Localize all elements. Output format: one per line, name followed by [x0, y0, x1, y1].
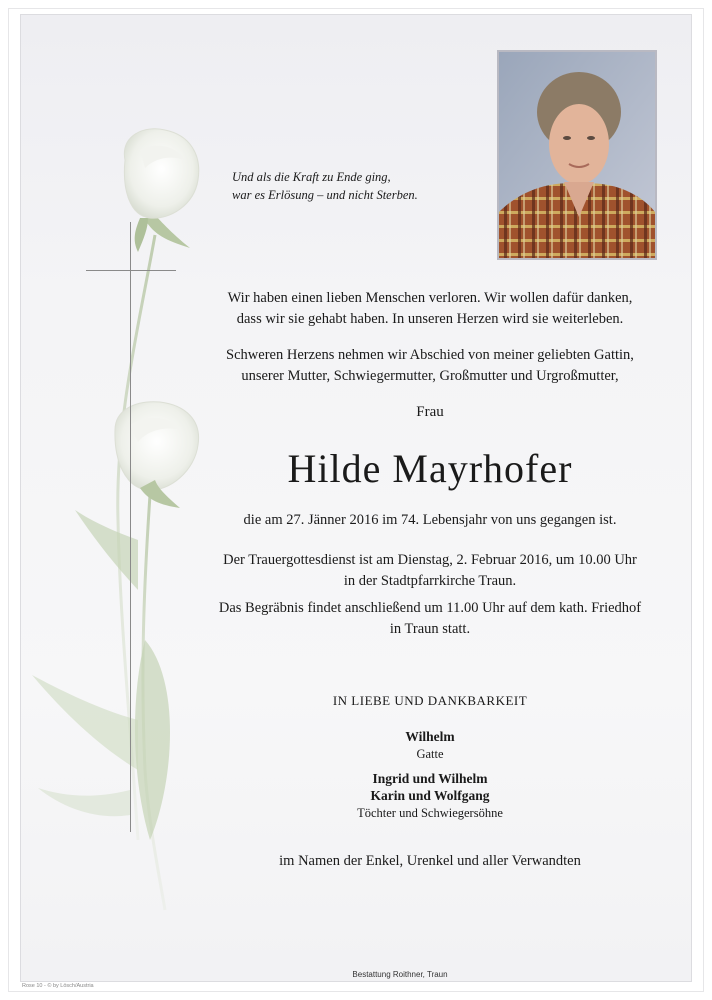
quote-line-1: Und als die Kraft zu Ende ging,: [232, 170, 391, 184]
burial-line-2: in Traun statt.: [389, 621, 471, 637]
relatives-line: im Namen der Enkel, Urenkel und aller Verwandten: [279, 853, 581, 869]
undertaker-credit: Bestattung Roithner, Traun: [352, 970, 448, 979]
spouse-role: Gatte: [416, 747, 444, 761]
burial-line-1: Das Begräbnis findet anschließend um 11.00 Uhr auf dem kath. Friedhof: [218, 600, 642, 616]
farewell-paragraph: [190, 345, 670, 387]
children-block: [190, 771, 670, 821]
farewell-line-1: Schweren Herzens nehmen wir Abschied von meiner geliebten Gattin,: [226, 347, 634, 363]
portrait-photo: [497, 50, 657, 260]
spouse-block: [190, 729, 670, 762]
quote-line-2: war es Erlösung – und nicht Sterben.: [232, 188, 418, 202]
intro-paragraph: [190, 288, 670, 330]
service-line-1: Der Trauergottesdienst ist am Dienstag, 2. Februar 2016, um 10.00 Uhr: [223, 552, 637, 568]
portrait-image: [499, 52, 655, 258]
intro-line-2: dass wir sie gehabt haben. In unseren Herzen wird sie weiterleben.: [236, 311, 624, 327]
spouse-name: Wilhelm: [405, 729, 455, 744]
service-line-2: in der Stadtpfarrkirche Traun.: [343, 573, 517, 589]
burial-info: [190, 598, 670, 640]
cross-horizontal-bar: [86, 270, 176, 271]
salutation: Frau: [416, 404, 444, 420]
children-line-2: Karin und Wolfgang: [370, 788, 490, 803]
service-info: [190, 550, 670, 592]
memorial-quote: [232, 168, 452, 204]
deceased-name: Hilde Mayrhofer: [287, 446, 573, 491]
mourners-heading: IN LIEBE UND DANKBARKEIT: [332, 693, 528, 708]
farewell-line-2: unserer Mutter, Schwiegermutter, Großmutter und Urgroßmutter,: [241, 368, 619, 384]
children-role: Töchter und Schwiegersöhne: [357, 806, 503, 820]
children-line-1: Ingrid und Wilhelm: [372, 771, 488, 786]
cross-vertical-bar: [130, 222, 131, 832]
intro-line-1: Wir haben einen lieben Menschen verloren. Wir wollen dafür danken,: [227, 290, 633, 306]
death-notice: die am 27. Jänner 2016 im 74. Lebensjahr von uns gegangen ist.: [243, 512, 617, 528]
copyright-note: Rose 10 - © by Lösch/Austria: [22, 983, 94, 989]
